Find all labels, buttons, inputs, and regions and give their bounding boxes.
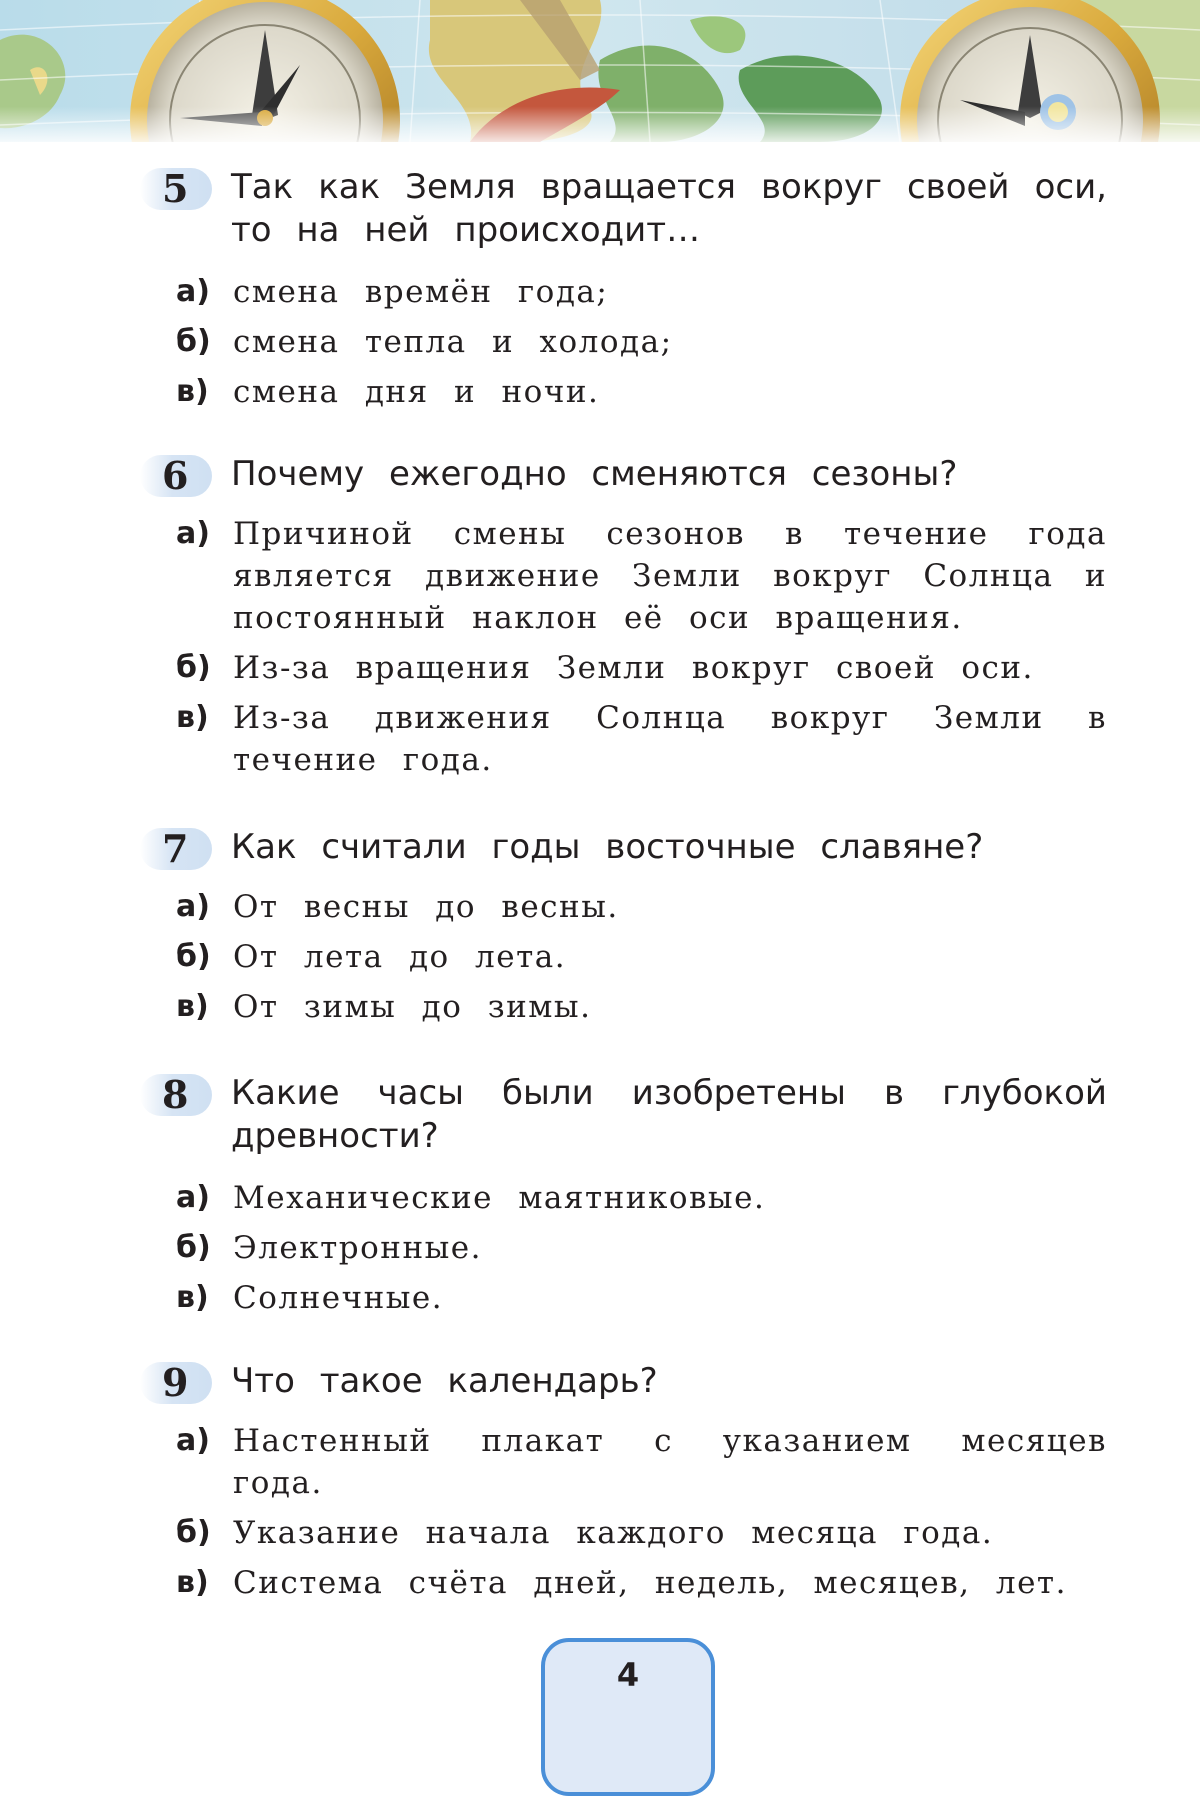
answer-text: Механические маятниковые. [233,1180,766,1216]
answer-option[interactable] [176,1277,1107,1319]
answer-letter: а) [176,1180,210,1215]
answer-letter: б) [176,1230,211,1265]
answer-option[interactable] [176,513,1107,639]
answer-option[interactable] [176,321,1107,363]
answer-list [176,271,1107,421]
question-text: Какие часы были изобретены в глубокой древности? [231,1073,1107,1156]
answer-option[interactable] [176,1177,1107,1219]
answer-text: От лета до лета. [233,939,567,975]
answer-option[interactable] [176,371,1107,413]
question-number: 9 [162,1360,189,1405]
answer-letter: в) [176,374,209,409]
answer-text: смена тепла и холода; [233,324,673,360]
answer-option[interactable] [176,647,1107,689]
answer-list [176,1420,1107,1612]
answer-letter: а) [176,516,210,551]
answer-text: Электронные. [233,1230,482,1266]
header-illustration [0,0,1200,142]
answer-letter: а) [176,274,210,309]
answer-text: смена времён года; [233,274,609,310]
page-number-tab [541,1638,715,1796]
answer-option[interactable] [176,271,1107,313]
question-text: Почему ежегодно сменяются сезоны? [231,454,958,494]
answer-letter: б) [176,324,211,359]
answer-text: Причиной смены сезонов в течение года является движение Земли вокруг Солнца и постоянный наклон её оси вращения. [233,516,1107,636]
answer-text: Солнечные. [233,1280,444,1316]
answer-letter: в) [176,989,209,1024]
question-number-badge [140,168,212,210]
question-number-badge [140,455,212,497]
answer-text: смена дня и ночи. [233,374,600,410]
answer-option[interactable] [176,1420,1107,1504]
question-text: Что такое календарь? [231,1361,658,1401]
question-number-badge [140,1074,212,1116]
answer-letter: б) [176,1515,211,1550]
answer-text: От зимы до зимы. [233,989,592,1025]
answer-option[interactable] [176,1227,1107,1269]
answer-option[interactable] [176,986,1107,1028]
answer-list [176,886,1107,1036]
question-text: Как считали годы восточные славяне? [231,827,984,867]
answer-option[interactable] [176,1512,1107,1554]
page-number: 4 [616,1656,640,1694]
answer-letter: а) [176,889,210,924]
question-number-badge [140,828,212,870]
answer-letter: а) [176,1423,210,1458]
question-number: 7 [162,826,189,871]
question-number: 6 [162,453,189,498]
answer-text: Система счёта дней, недель, месяцев, лет. [233,1565,1067,1601]
answer-option[interactable] [176,697,1107,781]
answer-text: Указание начала каждого месяца года. [233,1515,994,1551]
answer-list [176,1177,1107,1327]
answer-text: Настенный плакат с указанием месяцев года. [233,1423,1107,1501]
answer-option[interactable] [176,886,1107,928]
answer-option[interactable] [176,936,1107,978]
answer-letter: в) [176,700,209,735]
answer-text: Из-за вращения Земли вокруг своей оси. [233,650,1034,686]
question-number-badge [140,1362,212,1404]
question-text: Так как Земля вращается вокруг своей оси, то на ней происходит… [231,167,1107,250]
answer-text: От весны до весны. [233,889,619,925]
answer-option[interactable] [176,1562,1107,1604]
answer-list [176,513,1107,789]
question-number: 8 [162,1072,189,1117]
answer-letter: б) [176,650,211,685]
question-number: 5 [162,166,189,211]
answer-letter: в) [176,1565,209,1600]
answer-letter: в) [176,1280,209,1315]
answer-text: Из-за движения Солнца вокруг Земли в течение года. [233,700,1107,778]
answer-letter: б) [176,939,211,974]
